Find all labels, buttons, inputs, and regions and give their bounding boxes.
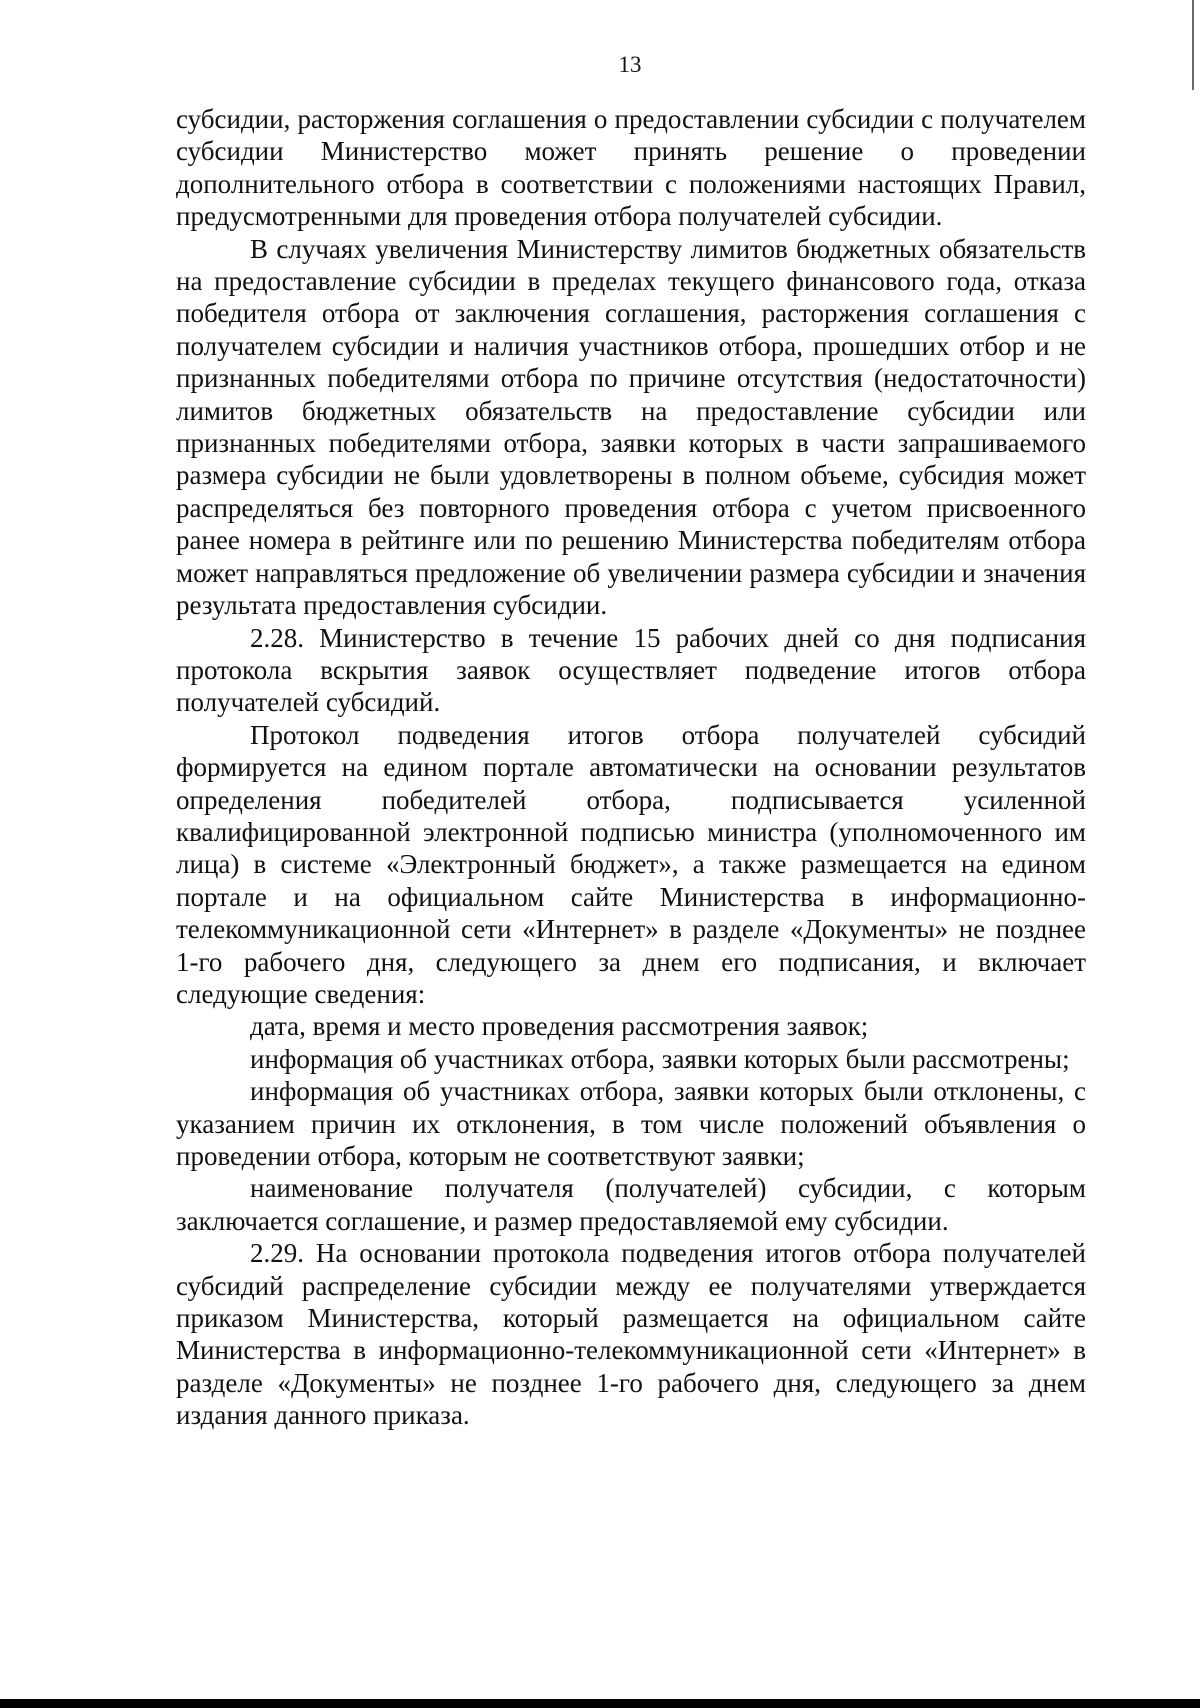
paragraph-limits-increase: В случаях увеличения Министерству лимитов бюджетных обязательств на предоставление субсидии в пределах текущего финансового года, отказа победителя отбора от заключения соглашения, расторжения соглашения с получателем субсидии и наличия участников отбора, прошедших отбор и не признанных победителями отбора по причине отсутствия (недостаточности) лимитов бюджетных обязательств на предоставление субсидии или признанных победителями отбора, заявки которых в части запрашиваемого размера субсидии не были удовлетворены в полном объеме, субсидия может распределяться без повторного проведения отбора с учетом присвоенного ранее номера в рейтинге или по решению Министерства победителям отбора может направляться предложение об увеличении размера субсидии и значения результата предоставления субсидии. xyxy=(176,233,1086,621)
list-item-recipient-name: наименование получателя (получателей) субсидии, с которым заключается соглашение, и размер предоставляемой ему субсидии. xyxy=(176,1173,1086,1236)
paragraph-clause-2-29: 2.29. На основании протокола подведения итогов отбора получателей субсидий распределение субсидии между ее получателями утверждается приказом Министерства, который размещается на официальном сайте Министерства в информационно-телекоммуникационной сети «Интернет» в разделе «Документы» не позднее 1-го рабочего дня, следующего за днем издания данного приказа. xyxy=(176,1238,1086,1431)
list-item-rejected-participants: информация об участниках отбора, заявки которых были отклонены, с указанием причин их отклонения, в том числе положений объявления о проведении отбора, которым не соответствуют заявки; xyxy=(176,1076,1086,1171)
paragraph-subsidy-termination: субсидии, расторжения соглашения о предоставлении субсидии с получателем субсидии Министерство может принять решение о проведении дополнительного отбора в соответствии с положениями настоящих Правил, предусмотренными для проведения отбора получателей субсидии. xyxy=(176,104,1086,232)
list-item-date-time-place: дата, время и место проведения рассмотрения заявок; xyxy=(250,1011,869,1042)
list-item-reviewed-participants: информация об участниках отбора, заявки которых были рассмотрены; xyxy=(250,1043,1070,1074)
paragraph-clause-2-28: 2.28. Министерство в течение 15 рабочих дней со дня подписания протокола вскрытия заявок осуществляет подведение итогов отбора получателей субсидий. xyxy=(176,622,1086,718)
document-body xyxy=(176,103,1086,1432)
page-number: 13 xyxy=(618,52,642,77)
scan-bottom-border xyxy=(0,1699,1200,1708)
paragraph-protocol: Протокол подведения итогов отбора получателей субсидий формируется на едином портале автоматически на основании результатов определения победителей отбора, подписывается усиленной квалифицированной электронной подписью министра (уполномоченного им лица) в системе «Электронный бюджет», а также размещается на едином портале и на официальном сайте Министерства в информационно-телекоммуникационной сети «Интернет» в разделе «Документы» не позднее 1-го рабочего дня, следующего за днем его подписания, и включает следующие сведения: xyxy=(176,719,1086,1009)
